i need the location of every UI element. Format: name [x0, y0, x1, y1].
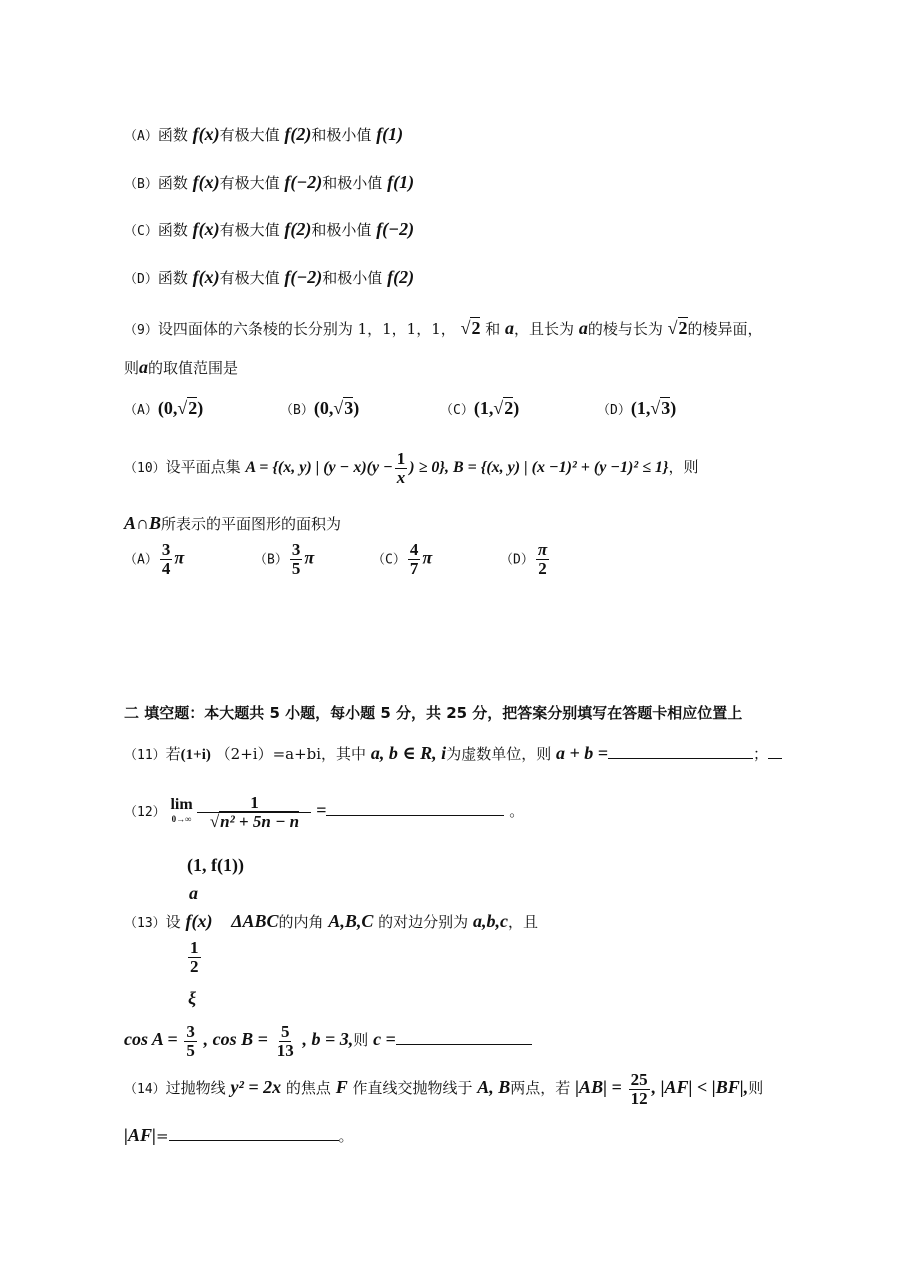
- math: π: [304, 547, 315, 568]
- q10-option-a: [124, 541, 184, 578]
- math: f(−2): [376, 219, 415, 239]
- math: f(x): [192, 219, 220, 239]
- radicand: 2: [678, 318, 688, 338]
- math: a: [578, 318, 588, 338]
- lim-text: lim: [170, 796, 193, 813]
- stem-text: 。: [338, 1127, 354, 1145]
- stem-text: 和: [485, 320, 501, 338]
- radicand: 3: [344, 398, 354, 418]
- stem-text: 设: [165, 913, 181, 931]
- math: a: [139, 357, 149, 377]
- stem-text: 设平面点集: [165, 458, 241, 476]
- sqrt-expression: √2: [667, 318, 688, 338]
- fraction: [408, 541, 421, 578]
- stem-text: ，且: [507, 913, 538, 931]
- option-text: 和极小值: [311, 221, 372, 239]
- option-label: （A）: [124, 403, 158, 418]
- radicand: 2: [504, 398, 514, 418]
- math: A,B,C: [328, 911, 374, 931]
- option-label: （D）: [124, 272, 158, 287]
- option-text: 和极小值: [311, 126, 372, 144]
- stem-text: ，则: [668, 458, 699, 476]
- math: f(x): [192, 267, 220, 287]
- math: f(2): [284, 124, 312, 144]
- option-text: 函数: [157, 221, 188, 239]
- stray-fraction: [188, 939, 201, 976]
- math: (0,: [313, 398, 334, 418]
- denominator: 2: [538, 559, 547, 578]
- math: f(1): [376, 124, 404, 144]
- math: f(−2): [284, 172, 323, 192]
- fraction: [160, 541, 173, 578]
- option-label: （B）: [254, 552, 288, 568]
- stray-xi: ξ: [188, 988, 197, 1008]
- math: a + b =: [555, 743, 608, 763]
- math: ): [353, 398, 360, 418]
- fraction: [184, 1023, 197, 1060]
- math: (0,: [157, 398, 178, 418]
- denominator: 12: [630, 1088, 648, 1108]
- math: |AB| =: [575, 1077, 622, 1097]
- math: |AF|: [124, 1125, 156, 1145]
- q8-option-a: [124, 123, 403, 148]
- stem-text: =: [155, 1127, 169, 1145]
- numerator: 1: [190, 938, 199, 957]
- option-label: （B）: [124, 177, 158, 192]
- denominator: 2: [190, 957, 199, 976]
- q13-stem-line2: [124, 1020, 532, 1060]
- math: π: [174, 547, 185, 568]
- q9-option-a: [124, 398, 203, 419]
- sqrt-expression: √2: [177, 398, 198, 418]
- numerator: 5: [280, 1021, 290, 1041]
- fraction: [199, 794, 309, 831]
- q9-option-d: [597, 398, 676, 419]
- option-label: （A）: [124, 129, 158, 144]
- stem-text: 则: [124, 359, 140, 377]
- option-label: （C）: [440, 403, 474, 418]
- radicand: n² + 5n − n: [220, 811, 300, 831]
- stem-text: 则: [353, 1031, 369, 1049]
- math: cos A =: [124, 1029, 178, 1049]
- math: (1+i): [180, 747, 211, 763]
- numerator: 3: [186, 1021, 195, 1041]
- math: f(x): [192, 124, 220, 144]
- stem-text: ；: [753, 745, 769, 763]
- q9-stem-line2: [124, 356, 238, 379]
- question-number: （10）: [124, 461, 166, 476]
- math: (1,: [630, 398, 651, 418]
- q12-stem: [124, 790, 524, 833]
- q9-option-b: [280, 398, 359, 419]
- stem-text: 为虚数单位，则: [446, 745, 552, 763]
- limit-operator: [170, 798, 192, 826]
- set-b-expression: ) ≥ 0}, B = {(x, y) | (x −1)² + (y −1)² ≤ 1}: [409, 459, 669, 476]
- q9-stem-line1: [124, 317, 763, 342]
- option-label: （D）: [500, 552, 534, 568]
- answer-blank[interactable]: [608, 742, 753, 759]
- question-number: （14）: [124, 1082, 166, 1097]
- radicand: 3: [661, 398, 671, 418]
- option-text: 有极大值: [219, 269, 280, 287]
- q10-option-c: [372, 541, 432, 578]
- numerator: 4: [409, 540, 419, 559]
- math: , |AF| < |BF|,: [651, 1077, 749, 1097]
- math: A, B: [477, 1077, 511, 1097]
- math: ): [197, 398, 204, 418]
- stem-text: 所表示的平面图形的面积为: [160, 515, 341, 533]
- q10-stem-line2: [124, 512, 341, 535]
- q13-stem-line1: [124, 910, 538, 935]
- stem-text: 的内角: [278, 913, 324, 931]
- question-number: （9）: [124, 323, 158, 338]
- q8-option-c: [124, 218, 414, 243]
- answer-blank[interactable]: [169, 1124, 339, 1141]
- math: , b = 3,: [302, 1029, 354, 1049]
- sqrt-expression: √3: [333, 398, 354, 418]
- math: a, b ∈ R, i: [370, 743, 447, 763]
- math: a,b,c: [472, 911, 508, 931]
- stem-text: 。: [509, 802, 525, 820]
- stem-text: 两点，若: [510, 1079, 571, 1097]
- sqrt-expression: √2: [493, 398, 514, 418]
- denominator: √n² + 5n − n: [209, 811, 300, 831]
- stem-text: 的棱与长为: [587, 320, 663, 338]
- math: a: [505, 318, 515, 338]
- option-text: 有极大值: [219, 126, 280, 144]
- stray-variable: a: [189, 883, 198, 903]
- q8-option-d: [124, 266, 414, 291]
- fraction: [290, 541, 303, 578]
- answer-blank[interactable]: [396, 1028, 532, 1045]
- lim-subscript: 0→∞: [171, 814, 192, 824]
- numerator: 3: [161, 540, 171, 559]
- math: f(x): [192, 172, 220, 192]
- math: =: [316, 800, 327, 820]
- math: y² = 2x: [230, 1077, 282, 1097]
- fraction: [395, 450, 408, 487]
- numerator: 3: [291, 540, 301, 559]
- set-a-expression: A = {(x, y) | (y − x)(y −: [245, 459, 393, 476]
- option-text: 和极小值: [322, 269, 383, 287]
- q10-option-b: [254, 541, 314, 578]
- stem-text: 则: [748, 1079, 764, 1097]
- stem-text: 的焦点: [285, 1079, 331, 1097]
- numerator: 25: [630, 1069, 648, 1089]
- sqrt-expression: √3: [650, 398, 671, 418]
- sqrt-expression: √2: [460, 318, 481, 338]
- option-label: （C）: [124, 224, 158, 239]
- question-number: （13）: [124, 916, 166, 931]
- stem-text: 的棱异面，: [687, 320, 763, 338]
- option-text: 有极大值: [219, 221, 280, 239]
- q9-option-c: [440, 398, 519, 419]
- denominator: 5: [291, 559, 301, 578]
- option-text: 函数: [157, 174, 188, 192]
- stem-text: ，且长为: [514, 320, 575, 338]
- stray-point-label: (1, f(1)): [187, 855, 244, 875]
- option-text: 函数: [157, 126, 188, 144]
- stem-text: 若: [165, 745, 181, 763]
- stem-text: 设四面体的六条棱的长分别为 1，1，1，1，: [157, 320, 456, 338]
- section-heading: 二 填空题：本大题共 5 小题，每小题 5 分，共 25 分，把答案分别填写在答题卡相应位置上: [124, 704, 743, 722]
- option-label: （C）: [372, 552, 406, 568]
- question-number: （12）: [124, 805, 166, 820]
- math: f(x): [185, 911, 213, 931]
- math: c =: [373, 1029, 396, 1049]
- fraction: [536, 541, 549, 578]
- denominator: 4: [161, 559, 171, 578]
- math: F: [335, 1077, 348, 1097]
- stem-text: 的取值范围是: [148, 359, 239, 377]
- option-text: 有极大值: [219, 174, 280, 192]
- q11-stem: [124, 742, 782, 767]
- denominator: 5: [186, 1040, 195, 1060]
- question-number: （11）: [124, 748, 166, 763]
- stem-text: 作直线交抛物线于: [352, 1079, 473, 1097]
- math: f(−2): [284, 267, 323, 287]
- numerator: 1: [197, 794, 311, 813]
- math: ): [513, 398, 520, 418]
- numerator: π: [537, 540, 548, 559]
- numerator: 1: [396, 448, 406, 468]
- q14-stem-line2: [124, 1124, 354, 1147]
- answer-blank-tail: [768, 742, 782, 759]
- math: f(2): [387, 267, 415, 287]
- radicand: 2: [471, 318, 481, 338]
- math: f(1): [387, 172, 415, 192]
- q8-option-b: [124, 171, 414, 196]
- math: (1,: [473, 398, 494, 418]
- math: f(2): [284, 219, 312, 239]
- radicand: 2: [188, 398, 198, 418]
- option-label: （A）: [124, 552, 158, 568]
- math: A∩B: [124, 513, 161, 533]
- math: ): [670, 398, 677, 418]
- denominator: x: [396, 467, 406, 487]
- math: π: [422, 547, 433, 568]
- math: , cos B =: [203, 1029, 268, 1049]
- option-label: （B）: [280, 403, 314, 418]
- q10-option-d: [500, 541, 551, 578]
- q14-stem-line1: [124, 1068, 763, 1109]
- option-label: （D）: [597, 403, 631, 418]
- q10-stem-line1: [124, 448, 699, 488]
- denominator: 7: [409, 559, 419, 578]
- answer-blank[interactable]: [326, 799, 504, 816]
- stem-text: （2+i）=a+bi，其中: [215, 745, 367, 763]
- stem-text: 过抛物线: [165, 1079, 226, 1097]
- option-text: 和极小值: [322, 174, 383, 192]
- fraction: [275, 1023, 296, 1060]
- option-text: 函数: [157, 269, 188, 287]
- fraction: [629, 1071, 650, 1108]
- math: ΔABC: [231, 911, 279, 931]
- denominator: 13: [276, 1040, 294, 1060]
- stem-text: 的对边分别为: [378, 913, 469, 931]
